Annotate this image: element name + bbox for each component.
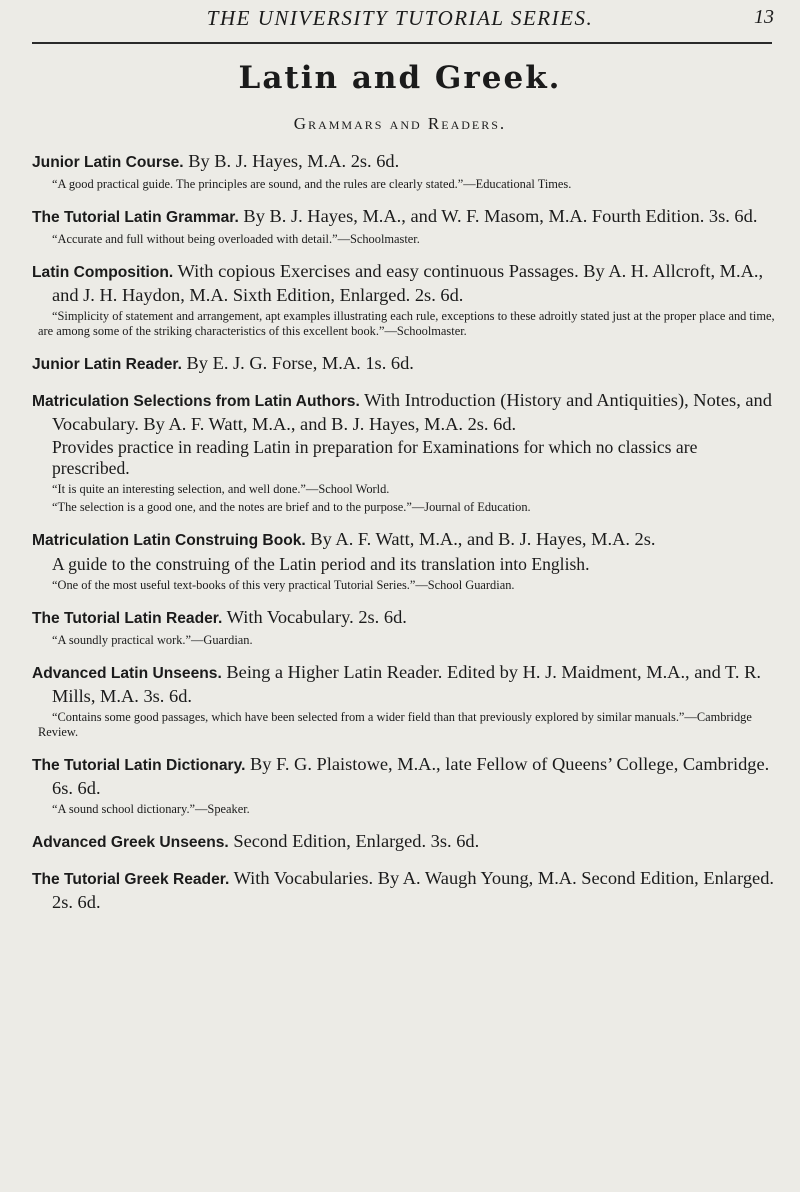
book-title: Advanced Latin Unseens.	[32, 665, 222, 682]
book-entry	[32, 606, 776, 648]
page-number: 13	[754, 6, 774, 28]
book-details: By A. F. Watt, M.A., and B. J. Hayes, M.A. 2s.	[310, 529, 656, 549]
book-details: By E. J. G. Forse, M.A. 1s. 6d.	[186, 353, 414, 373]
book-entry	[32, 260, 776, 339]
book-list	[32, 150, 776, 926]
book-title: Junior Latin Reader.	[32, 356, 182, 373]
book-title: Advanced Greek Unseens.	[32, 834, 229, 851]
book-entry	[32, 150, 776, 192]
header-rule	[32, 42, 772, 44]
book-details: With Introduction (History and Antiquities), Notes, and Vocabulary. By A. F. Watt, M.A., and B. J. Hayes, M.A. 2s. 6d.	[52, 390, 772, 434]
book-details: With Vocabulary. 2s. 6d.	[226, 607, 407, 627]
book-entry	[32, 352, 776, 376]
book-entry	[32, 867, 776, 913]
book-details: Being a Higher Latin Reader. Edited by H. J. Maidment, M.A., and T. R. Mills, M.A. 3s. 6d.	[52, 662, 761, 706]
review-quote: “A good practical guide. The principles are sound, and the rules are clearly stated.”—Educational Times.	[52, 177, 572, 191]
book-title: The Tutorial Latin Reader.	[32, 610, 223, 627]
book-details: By B. J. Hayes, M.A. 2s. 6d.	[188, 151, 400, 171]
book-details: With copious Exercises and easy continuous Passages. By A. H. Allcroft, M.A., and J. H. Haydon, M.A. Sixth Edition, Enlarged. 2s. 6d.	[52, 261, 764, 305]
book-title: The Tutorial Latin Dictionary.	[32, 757, 246, 774]
review-quote: “Contains some good passages, which have been selected from a wider field than that previously explored by similar manuals.”—Cambridge Review.	[38, 710, 752, 739]
book-title: Matriculation Latin Construing Book.	[32, 532, 306, 549]
book-details: With Vocabularies. By A. Waugh Young, M.A. Second Edition, Enlarged. 2s. 6d.	[52, 868, 775, 912]
review-quote: “Simplicity of statement and arrangement, apt examples illustrating each rule, exceptions to these adroitly stated just at the proper place and time, are among some of the striking characteristics of this excellent book.”—Schoolmaster.	[38, 309, 775, 338]
book-title: Latin Composition.	[32, 264, 174, 281]
entry-line	[32, 753, 776, 799]
entry-line	[32, 528, 776, 552]
entry-line	[32, 867, 776, 913]
book-entry	[32, 661, 776, 740]
running-head	[0, 6, 800, 40]
book-title: The Tutorial Greek Reader.	[32, 871, 230, 888]
section-subheading: Grammars and Readers.	[293, 114, 507, 133]
review-quote: “One of the most useful text-books of this very practical Tutorial Series.”—School Guardian.	[52, 578, 515, 592]
book-entry	[32, 389, 776, 515]
review-quote: “A soundly practical work.”—Guardian.	[52, 633, 253, 647]
review-quote: “Accurate and full without being overloaded with detail.”—Schoolmaster.	[52, 232, 420, 246]
entry-line	[32, 352, 776, 376]
book-title: The Tutorial Latin Grammar.	[32, 209, 239, 226]
review-quote: “A sound school dictionary.”—Speaker.	[52, 802, 250, 816]
entry-line	[32, 661, 776, 707]
book-details: By B. J. Hayes, M.A., and W. F. Masom, M.A. Fourth Edition. 3s. 6d.	[243, 206, 758, 226]
book-entry	[32, 528, 776, 593]
book-description: A guide to the construing of the Latin period and its translation into English.	[52, 554, 590, 574]
entry-line	[32, 606, 776, 630]
book-entry	[32, 753, 776, 817]
book-title: Junior Latin Course.	[32, 154, 184, 171]
review-quote: “It is quite an interesting selection, and well done.”—School World.	[52, 482, 390, 496]
entry-line	[32, 389, 776, 435]
book-details: Second Edition, Enlarged. 3s. 6d.	[233, 831, 480, 851]
book-entry	[32, 205, 776, 247]
running-head-title: THE UNIVERSITY TUTORIAL SERIES.	[206, 6, 594, 30]
book-title: Matriculation Selections from Latin Authors.	[32, 393, 360, 410]
book-entry	[32, 830, 776, 854]
entry-line	[32, 830, 776, 854]
section-heading: Latin and Greek.	[238, 60, 562, 96]
review-quote: “The selection is a good one, and the notes are brief and to the purpose.”—Journal of Education.	[52, 500, 531, 514]
entry-line	[32, 260, 776, 306]
entry-line	[32, 205, 776, 229]
entry-line	[32, 150, 776, 174]
book-details: By F. G. Plaistowe, M.A., late Fellow of Queens’ College, Cambridge. 6s. 6d.	[52, 754, 770, 798]
book-description: Provides practice in reading Latin in preparation for Examinations for which no classics are prescribed.	[52, 437, 698, 478]
